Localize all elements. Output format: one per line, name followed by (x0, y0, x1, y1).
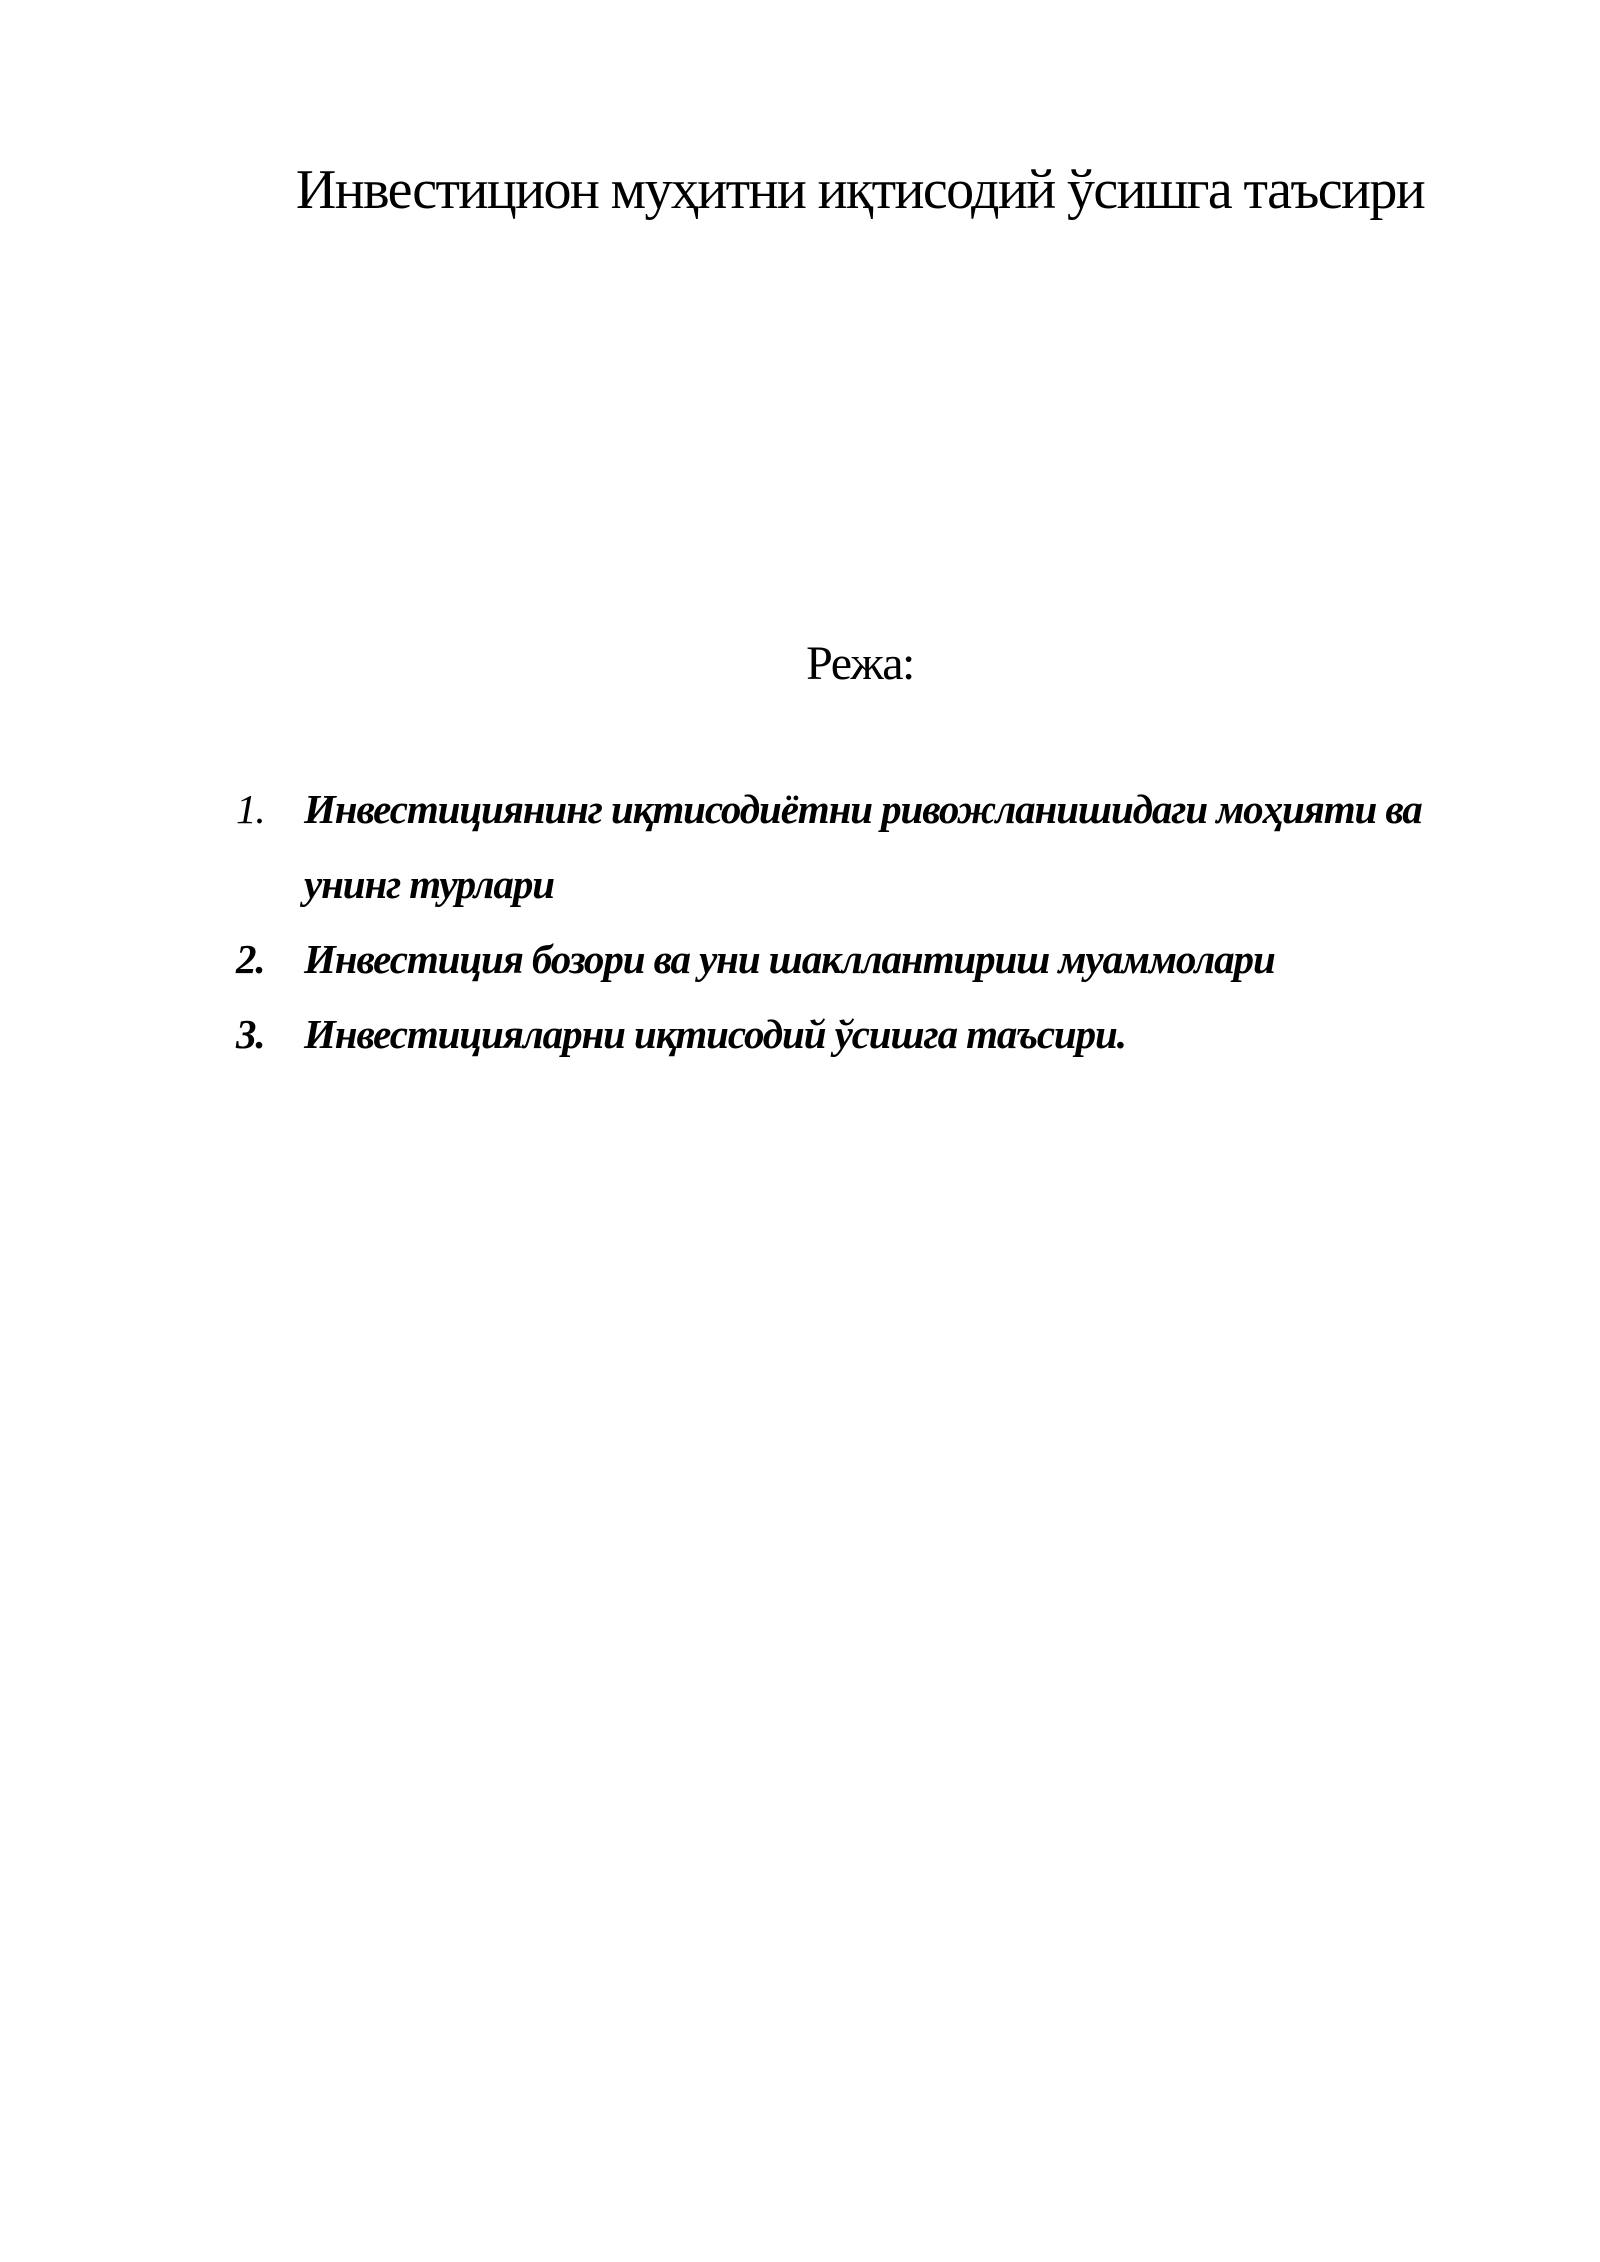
plan-item-1 (236, 772, 1496, 922)
document-title: Инвестицион муҳитни иқтисодий ўсишга таъсири (295, 159, 1425, 221)
plan-item-number: 3. (236, 1011, 265, 1057)
plan-item-text: Инвестиция бозори ва уни шакллантириш муаммолари (304, 936, 1275, 982)
plan-item-3 (236, 997, 1496, 1072)
plan-item-number: 1. (236, 786, 265, 832)
plan-item-number: 2. (236, 936, 265, 982)
plan-heading: Режа: (806, 637, 914, 690)
plan-item-text: Инвестициянинг иқтисодиётни ривожланишидаги моҳияти ва унинг турлари (304, 786, 1422, 907)
plan-item-text: Инвестицияларни иқтисодий ўсишга таъсири. (304, 1011, 1126, 1057)
plan-item-2 (236, 922, 1496, 997)
plan-list (236, 772, 1496, 1072)
